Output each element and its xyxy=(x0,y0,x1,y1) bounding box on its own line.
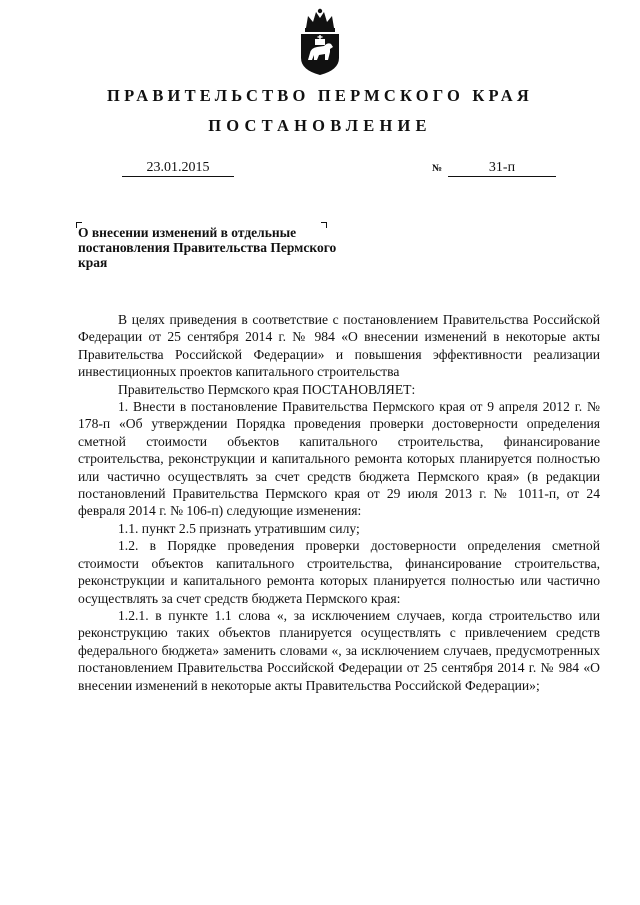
paragraph-preamble: В целях приведения в соответствие с постановлением Правительства Российской Федерации от 25 сентября 2014 г. № 984 «О внесении изменений в некоторые акты Правительства Российской Федерации» и повышения эффективности реализации инвестиционных проектов капитального строительства xyxy=(78,312,600,380)
document-subject: О внесении изменений в отдельные постановления Правительства Пермского края xyxy=(78,225,337,270)
document-number: 31-п xyxy=(448,160,556,177)
number-sign: № xyxy=(432,163,443,174)
document-date: 23.01.2015 xyxy=(122,160,234,177)
perm-krai-coat-of-arms-icon xyxy=(297,8,343,76)
paragraph-resolves: Правительство Пермского края ПОСТАНОВЛЯЕТ: xyxy=(118,381,416,397)
paragraph-item-1-2: 1.2. в Порядке проведения проверки достоверности определения сметной стоимости объектов капитального строительства, финансирование строительства, реконструкции и капитального ремонта которых планируется полностью или частично осуществлять за счет средств бюджета Пермского края: xyxy=(78,538,600,606)
paragraph-item-1-1: 1.1. пункт 2.5 признать утратившим силу; xyxy=(118,520,360,536)
paragraph-item-1-2-1: 1.2.1. в пункте 1.1 слова «, за исключением случаев, когда строительство или реконструкцию таких объектов планируется осуществлять с привлечением средств федерального бюджета» заменить словами «, за исключением случаев, предусмотренных постановлением Правительства Российской Федерации от 25 сентября 2014 г. № 984 «О внесении изменений в некоторые акты Правительства Российской Федерации»; xyxy=(78,607,600,693)
paragraph-item-1: 1. Внести в постановление Правительства Пермского края от 9 апреля 2012 г. № 178-п «Об утверждении Порядка проведения проверки достоверности определения сметной стоимости объектов капитального строительства, финансирование строительства, реконструкции и капитального ремонта которых планируется полностью или частично осуществлять за счет средств бюджета Пермского края» (в редакции постановлений Правительства Пермского края от 29 июля 2013 г. № 1011-п, от 24 февраля 2014 г. № 106-п) следующие изменения: xyxy=(78,399,600,519)
document-body xyxy=(78,311,600,694)
organization-title: ПРАВИТЕЛЬСТВО ПЕРМСКОГО КРАЯ xyxy=(107,86,533,105)
document-type: ПОСТАНОВЛЕНИЕ xyxy=(208,116,432,135)
